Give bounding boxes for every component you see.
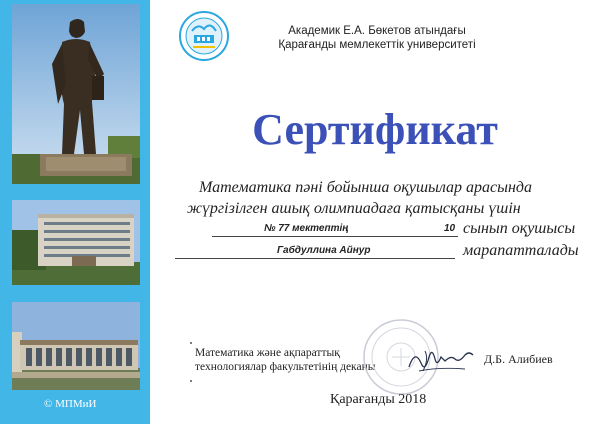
- recipient-fill-line: [175, 258, 455, 259]
- dean-signature: [405, 343, 477, 377]
- university-name-line-1: Академик Е.А. Бөкетов атындағы: [288, 25, 466, 37]
- photo-sidebar: [0, 0, 150, 424]
- certificate-title: Сертификат: [252, 105, 498, 154]
- school-fill-line: [212, 236, 458, 237]
- university-name-line-2: Қарағанды мемлекеттік университеті: [278, 39, 476, 51]
- decorative-dot: [190, 342, 192, 344]
- award-text-line-3: сынып оқушысы: [463, 220, 576, 237]
- university-building-photo: [12, 200, 140, 285]
- award-text-line-4: марапатталады: [463, 242, 579, 259]
- award-text-line-1: Математика пәні бойынша оқушылар арасында: [199, 179, 533, 196]
- recipient-name: Габдуллина Айнур: [277, 245, 371, 256]
- decorative-dot: [190, 380, 192, 382]
- dean-title-line-1: Математика және ақпараттық: [195, 347, 340, 359]
- grade-number: 10: [444, 223, 456, 234]
- signer-name: Д.Б. Алибиев: [484, 352, 553, 366]
- award-text-line-2: жүргізілген ашық олимпиадаға қатысқаны үшін: [187, 200, 521, 217]
- dean-title: [195, 346, 375, 374]
- university-name: [262, 24, 492, 52]
- campus-building-photo: [12, 302, 140, 390]
- school-name: № 77 мектептің: [264, 223, 349, 234]
- statue-photo: [12, 4, 140, 184]
- dean-title-line-2: технологиялар факультетінің деканы: [195, 361, 376, 373]
- university-logo: [179, 11, 229, 61]
- copyright-text: © МПМиИ: [44, 398, 97, 410]
- city-year: Қарағанды 2018: [330, 392, 427, 407]
